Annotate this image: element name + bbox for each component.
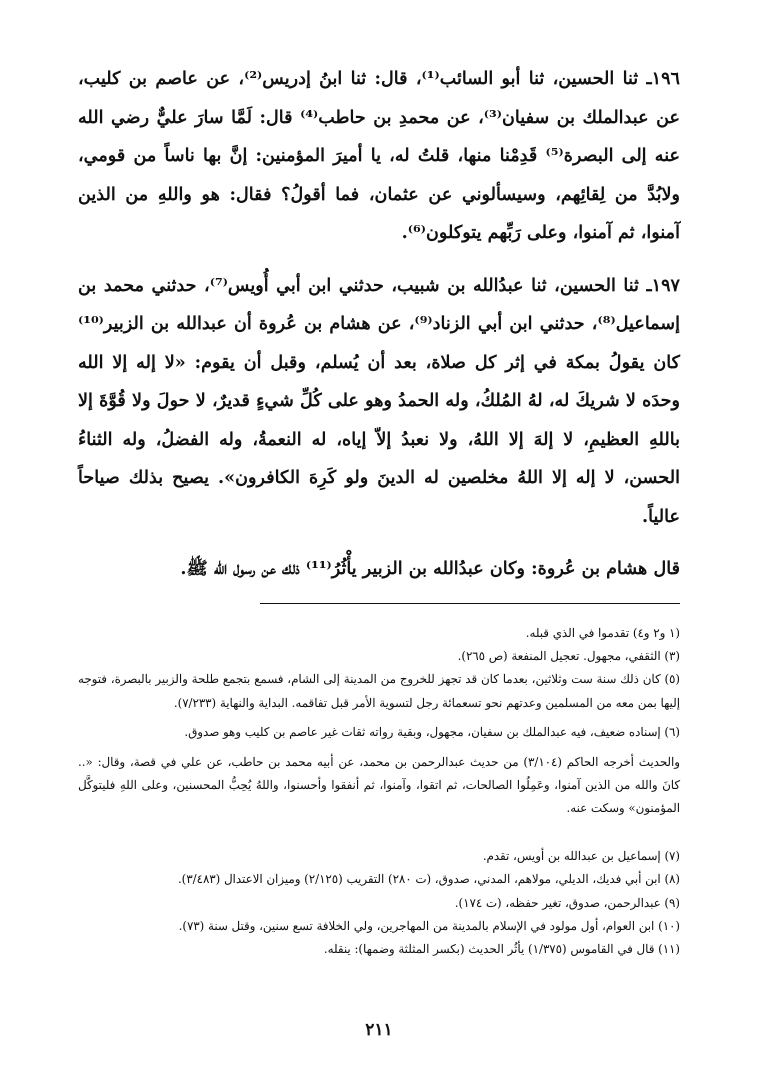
page-number: ٢١١ xyxy=(365,1020,393,1040)
hadith-197: ١٩٧ـ ثنا الحسين، ثنا عبدُالله بن شبيب، حدثني ابن أبي أُويس⁽⁷⁾، حدثني محمد بن إسماعيل⁽⁸⁾، حدثني ابن أبي الزناد⁽⁹⁾، عن هشام بن عُروة أن عبدالله بن الزبير⁽¹⁰⁾ كان يقولُ بمكة في إثر كل صلاة، بعد أن يُسلم، وقبل أن يقوم: «لا إله إلا الله وحدَه لا شريكَ له، لهُ المُلكُ، وله الحمدُ وهو على كُلِّ شيءٍ قديرٌ، لا حولَ ولا قُوَّةَ إلا باللهِ العظيمِ، لا إلهَ إلا اللهُ، ولا نعبدُ إلاّ إياه، له النعمةُ، وله الفضلُ، وله الثناءُ الحسن، لا إله إلا اللهُ مخلصين له الدينَ ولو كَرِهَ الكافرون». يصيح بذلك صياحاً عالياً. xyxy=(78,274,680,527)
footnote-6-hadith: والحديث أخرجه الحاكم (٣/١٠٤) من حديث عبدالرحمن بن محمد، عن أبيه محمد بن حاطب، عن علي في قصة، وقال: «.. كانَ والله من الذين آمنوا، وعَمِلُوا الصالحات، ثم اتقوا، وآمنوا، ثم أنفقوا وأحسنوا، واللهُ يُحِبُّ المحسنين، وعلى اللهِ فليتوكَّل المؤمنون» وسكت عنه. xyxy=(78,754,680,816)
footnotes xyxy=(78,622,680,962)
footnote-9: (٩) عبدالرحمن، صدوق، تغير حفظه، (ت ١٧٤). xyxy=(454,895,680,910)
hadith-196: ١٩٦ـ ثنا الحسين، ثنا أبو السائب⁽¹⁾، قال: ثنا ابنُ إدريس⁽²⁾، عن عاصم بن كليب، عن عبدالملك بن سفيان⁽³⁾، عن محمدِ بن حاطب⁽⁴⁾ قال: لَمَّا سارَ عليٌّ رضي الله عنه إلى البصرة⁽⁵⁾ قَدِمْنا منها، قلتُ له، يا أميرَ المؤمنين: إنَّ بها ناساً من قومي، ولابُدَّ من لِقائِهم، وسيسألوني عن عثمان، فما أقولُ؟ فقال: هو واللهِ من الذين آمنوا، ثم آمنوا، وعلى رَبِّهم يتوكلون⁽⁶⁾. xyxy=(78,68,680,243)
footnote-10: (١٠) ابن العوام، أول مولود في الإسلام بالمدينة من المهاجرين، ولي الخلافة تسع سنين، وقتل سنة (٧٣). xyxy=(178,918,680,933)
footnote-spacer xyxy=(78,821,680,845)
hisham-statement: قال هشام بن عُروة: وكان عبدُالله بن الزبير يأْثُرُ⁽¹¹⁾ ذلك عن رسول الله ﷺ. xyxy=(180,558,680,579)
footnote-6: (٦) إسناده ضعيف، فيه عبدالملك بن سفيان، مجهول، وبقية رواته ثقات غير عاصم بن كليب وهو صدوق. xyxy=(184,725,680,740)
footnote-3: (٣) الثقفي، مجهول. تعجيل المنفعة (ص ٢٦٥). xyxy=(457,648,680,663)
main-text xyxy=(78,60,680,589)
footnote-1-2-4: (١ و٢ و٤) تقدموا في الذي قبله. xyxy=(525,625,680,640)
footnote-5: (٥) كان ذلك سنة ست وثلاثين، بعدما كان قد تجهز للخروج من المدينة إلى الشام، فسمع بتجمع طلحة والزبير بالبصرة، فتوجه إليها بمن معه من المسلمين وعدتهم نحو تسعمائة رجل لتسوية الأمر قبل تفاقمه. البداية والنهاية (٧/٢٣٣). xyxy=(78,672,680,710)
footnote-separator xyxy=(260,603,680,604)
footnote-7: (٧) إسماعيل بن عبدالله بن أويس، تقدم. xyxy=(482,848,680,863)
footnote-8: (٨) ابن أبي فديك، الديلي، مولاهم، المدني، صدوق، (ت ٢٨٠) التقريب (٢/١٢٥) وميزان الاعتدال (٣/٤٨٣). xyxy=(177,872,680,887)
footnote-11: (١١) قال في القاموس (١/٣٧٥) يأثُر الحديث (بكسر المثلثة وضمها): ينقله. xyxy=(323,942,680,957)
